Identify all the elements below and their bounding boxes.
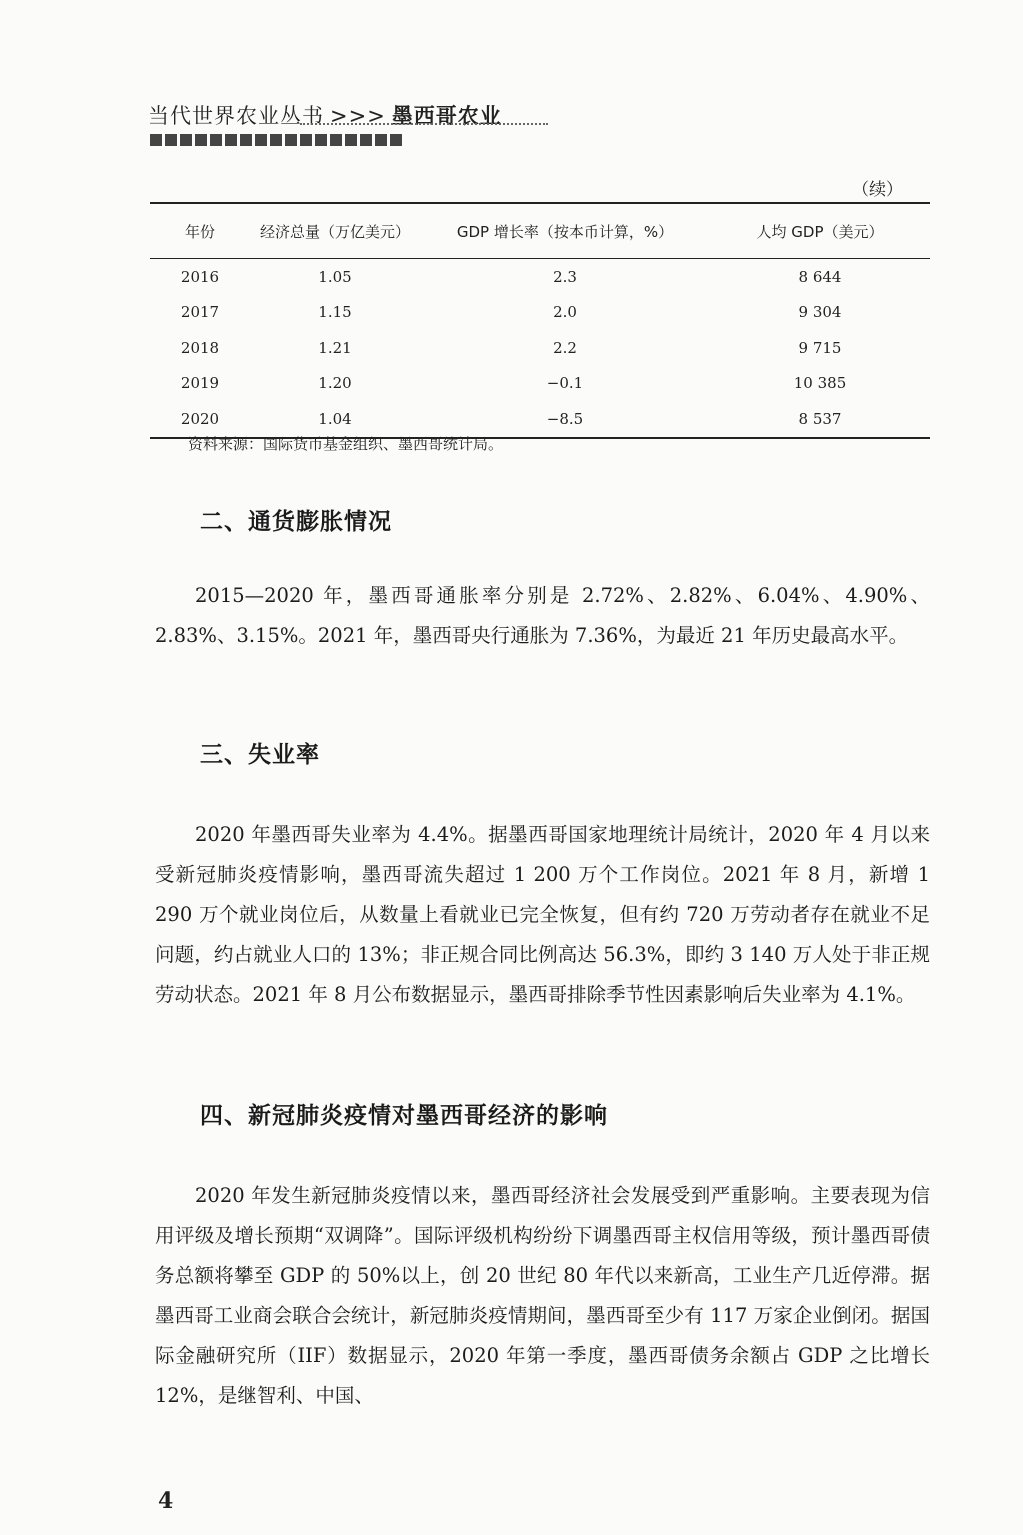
series-title: 当代世界农业丛书	[148, 104, 324, 128]
cell-gdp-per-capita: 8 644	[798, 267, 842, 286]
book-title: 墨西哥农业	[391, 104, 502, 128]
section-paragraph-unemployment: 2020 年墨西哥失业率为 4.4%。据墨西哥国家地理统计局统计，2020 年 4 月以来受新冠肺炎疫情影响，墨西哥流失超过 1 200 万个工作岗位。2021 年 8 月，新增 1 290 万个就业岗位后，从数量上看就业已完全恢复，但有约 720 万劳动者存在就业不足问题，约占就业人口的 13%；非正规合同比例高达 56.3%，即约 3 140 万人处于非正规劳动状态。2021 年 8 月公布数据显示，墨西哥排除季节性因素影响后失业率为 4.1%。	[155, 823, 930, 1006]
cell-economy-size: 1.04	[318, 409, 352, 428]
running-header	[148, 100, 502, 130]
section-paragraph-inflation: 2015—2020 年，墨西哥通胀率分别是 2.72%、2.82%、6.04%、4.90%、2.83%、3.15%。2021 年，墨西哥央行通胀为 7.36%，为最近 21 年历史最高水平。	[155, 584, 930, 647]
cell-gdp-per-capita: 10 385	[793, 374, 847, 393]
cell-economy-size: 1.05	[318, 267, 352, 286]
table-row	[150, 295, 930, 331]
table-header-row	[150, 203, 930, 259]
cell-economy-size: 1.21	[318, 338, 352, 357]
column-header-gdp-per-capita: 人均 GDP（美元）	[756, 222, 884, 241]
table-row	[150, 330, 930, 366]
section-paragraph-covid-impact: 2020 年发生新冠肺炎疫情以来，墨西哥经济社会发展受到严重影响。主要表现为信用评级及增长预期“双调降”。国际评级机构纷纷下调墨西哥主权信用等级，预计墨西哥债务总额将攀至 GDP 的 50%以上，创 20 世纪 80 年代以来新高，工业生产几近停滞。据墨西哥工业商会联合会统计，新冠肺炎疫情期间，墨西哥至少有 117 万家企业倒闭。据国际金融研究所（IIF）数据显示，2020 年第一季度，墨西哥债务余额占 GDP 之比增长 12%，是继智利、中国、	[155, 1184, 930, 1407]
cell-gdp-growth: −8.5	[546, 409, 584, 428]
section-heading-covid-impact: 四、新冠肺炎疫情对墨西哥经济的影响	[200, 1103, 608, 1129]
cell-economy-size: 1.20	[318, 374, 352, 393]
cell-gdp-growth: 2.0	[553, 303, 577, 322]
table-source-note: 资料来源：国际货币基金组织、墨西哥统计局。	[188, 435, 504, 453]
cell-year: 2017	[180, 303, 220, 322]
column-header-year: 年份	[184, 222, 215, 241]
table-continued-label: （续）	[852, 180, 903, 200]
column-header-gdp-growth: GDP 增长率（按本币计算，%）	[456, 222, 674, 241]
header-separator: >>>	[330, 104, 386, 128]
cell-year: 2020	[180, 409, 220, 428]
cell-economy-size: 1.15	[318, 303, 352, 322]
header-dotted-rule	[300, 123, 548, 125]
section-heading-inflation: 二、通货膨胀情况	[200, 509, 392, 535]
cell-year: 2016	[180, 267, 220, 286]
cell-gdp-growth: 2.3	[553, 267, 577, 286]
column-header-economy-size: 经济总量（万亿美元）	[259, 222, 410, 241]
cell-gdp-growth: 2.2	[553, 338, 577, 357]
cell-year: 2019	[180, 374, 220, 393]
header-square-ornament	[150, 134, 402, 146]
cell-gdp-per-capita: 8 537	[798, 409, 842, 428]
cell-gdp-growth: −0.1	[546, 374, 584, 393]
table-row	[150, 259, 930, 295]
cell-year: 2018	[180, 338, 220, 357]
section-heading-unemployment: 三、失业率	[200, 742, 320, 768]
cell-gdp-per-capita: 9 715	[798, 338, 842, 357]
page-number: 4	[158, 1488, 174, 1514]
cell-gdp-per-capita: 9 304	[798, 303, 842, 322]
table-row	[150, 366, 930, 402]
economic-data-table	[150, 202, 930, 439]
